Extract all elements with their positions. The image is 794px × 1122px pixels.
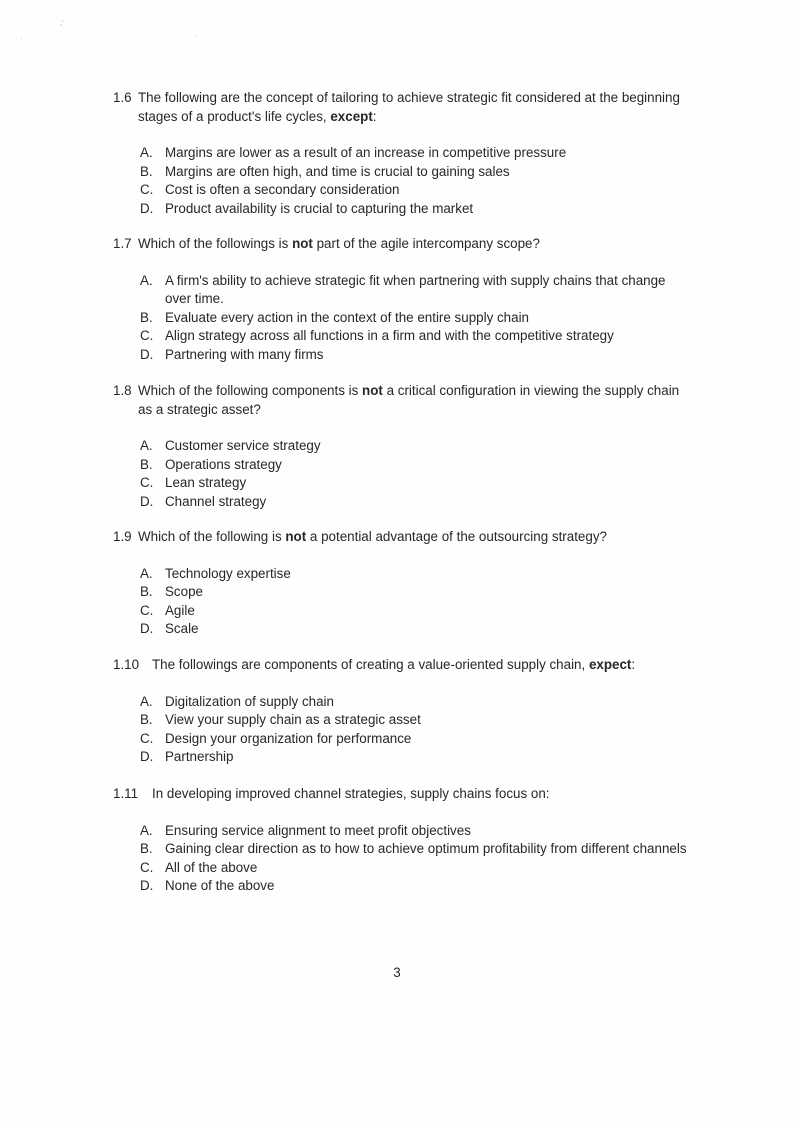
option-text: Agile: [165, 602, 195, 618]
question-text-pre: Which of the following is: [138, 529, 286, 544]
question-text-post: :: [631, 657, 636, 672]
option-text: Evaluate every action in the context of the entire supply chain: [165, 309, 529, 325]
option-letter: A.: [140, 272, 153, 288]
option-letter: D.: [140, 621, 154, 636]
option-letter: C.: [140, 730, 154, 746]
question-text-post: a potential advantage of the outsourcing strategy?: [306, 529, 607, 544]
option-text: Margins are often high, and time is crucial to gaining sales: [165, 163, 510, 179]
option-text: Cost is often a secondary consideration: [165, 182, 400, 197]
option-c: [140, 181, 687, 200]
option-text: Partnering with many firms: [165, 346, 324, 362]
option-letter: A.: [140, 565, 153, 581]
option-letter: A.: [140, 438, 153, 453]
option-d: [140, 620, 687, 639]
option-letter: C.: [140, 182, 154, 197]
option-letter: B.: [140, 841, 153, 856]
option-b: [140, 309, 687, 328]
option-c: [140, 474, 687, 493]
question-1-10: [113, 656, 687, 767]
option-d: [140, 346, 687, 365]
option-letter: D.: [140, 200, 154, 216]
option-c: [140, 327, 687, 346]
option-text: Operations strategy: [165, 456, 282, 472]
question-text-pre: Which of the followings is: [138, 236, 293, 251]
option-text: View your supply chain as a strategic asset: [165, 712, 421, 727]
option-c: [140, 730, 687, 749]
option-text: A firm's ability to achieve strategic fit when partnering with supply chains that change over time.: [165, 272, 666, 306]
question-heading: [113, 785, 687, 804]
option-a: [140, 272, 687, 309]
option-text: Product availability is crucial to capturing the market: [165, 200, 474, 216]
option-b: [140, 711, 687, 730]
option-text: Design your organization for performance: [165, 730, 412, 746]
question-text-pre: In developing improved channel strategies, supply chains focus on:: [152, 786, 550, 801]
question-text-post: part of the agile intercompany scope?: [312, 236, 540, 251]
question-1-8: [113, 382, 687, 511]
question-text-bold: expect: [588, 657, 632, 672]
option-text: Customer service strategy: [165, 438, 321, 453]
question-text-bold: not: [362, 383, 383, 398]
option-text: Lean strategy: [165, 475, 247, 490]
option-text: None of the above: [165, 878, 275, 893]
option-letter: A.: [140, 693, 153, 709]
option-letter: C.: [140, 475, 154, 490]
question-1-11: [113, 785, 687, 896]
option-c: [140, 859, 687, 878]
question-text: [138, 235, 687, 254]
option-text: Technology expertise: [165, 565, 291, 581]
option-a: [140, 144, 687, 163]
option-d: [140, 877, 687, 896]
question-number: 1.11: [113, 786, 139, 801]
scan-artifact: ,': [60, 20, 64, 27]
option-text: Partnership: [165, 749, 234, 764]
question-1-6: [113, 89, 687, 218]
option-letter: D.: [140, 878, 154, 893]
question-number: 1.7: [113, 236, 132, 251]
option-text: Channel strategy: [165, 493, 267, 509]
option-text: Align strategy across all functions in a firm and with the competitive strategy: [165, 328, 614, 343]
option-letter: C.: [140, 328, 154, 343]
question-heading: [113, 382, 687, 419]
question-text-pre: Which of the following components is: [138, 383, 363, 398]
option-text: Gaining clear direction as to how to achieve optimum profitability from different channels: [165, 841, 687, 856]
question-number: 1.8: [113, 383, 132, 398]
question-number: 1.10: [113, 657, 140, 672]
scan-artifact: ·: [195, 33, 198, 40]
option-letter: D.: [140, 493, 154, 509]
question-text-post: a critical configuration in viewing the supply chain as a strategic asset?: [138, 383, 680, 417]
question-text-bold: not: [285, 529, 307, 544]
option-b: [140, 456, 687, 475]
option-letter: D.: [140, 749, 154, 764]
option-letter: B.: [140, 712, 153, 727]
option-letter: B.: [140, 163, 153, 179]
option-d: [140, 200, 687, 219]
question-1-7: [113, 235, 687, 364]
option-a: [140, 822, 687, 841]
question-text: [138, 382, 687, 419]
option-letter: C.: [140, 602, 154, 618]
option-a: [140, 565, 687, 584]
question-text: [138, 89, 687, 126]
question-heading: [113, 235, 687, 254]
option-b: [140, 583, 687, 602]
option-a: [140, 437, 687, 456]
question-text-pre: The following are the concept of tailoring to achieve strategic fit considered at the beginning stages of a product's life cycles,: [138, 90, 680, 124]
page-number: 3: [393, 965, 401, 980]
option-text: All of the above: [165, 859, 258, 875]
question-heading: [113, 656, 687, 675]
question-1-9: [113, 528, 687, 639]
option-text: Digitalization of supply chain: [165, 693, 334, 709]
option-letter: A.: [140, 822, 153, 838]
option-b: [140, 163, 687, 182]
question-text: [152, 785, 687, 804]
scan-artifact: ·: [20, 36, 23, 43]
option-text: Margins are lower as a result of an increase in competitive pressure: [165, 145, 567, 160]
option-text: Scope: [165, 584, 203, 599]
option-letter: B.: [140, 456, 153, 472]
option-letter: B.: [140, 309, 153, 325]
option-a: [140, 693, 687, 712]
question-text-bold: except: [330, 108, 373, 124]
option-d: [140, 493, 687, 512]
option-text: Scale: [165, 621, 199, 636]
question-text: [152, 656, 687, 675]
option-b: [140, 840, 687, 859]
option-letter: B.: [140, 584, 153, 599]
option-c: [140, 602, 687, 621]
question-text-post: :: [372, 108, 377, 124]
question-text-bold: not: [292, 236, 313, 251]
question-heading: [113, 528, 687, 547]
question-number: 1.6: [113, 90, 132, 105]
option-letter: C.: [140, 859, 154, 875]
option-letter: A.: [140, 145, 153, 160]
option-d: [140, 748, 687, 767]
option-letter: D.: [140, 346, 154, 362]
question-heading: [113, 89, 687, 126]
question-text: [138, 528, 687, 547]
question-text-pre: The followings are components of creating a value-oriented supply chain,: [152, 657, 589, 672]
option-text: Ensuring service alignment to meet profit objectives: [165, 822, 471, 838]
question-number: 1.9: [113, 529, 132, 544]
